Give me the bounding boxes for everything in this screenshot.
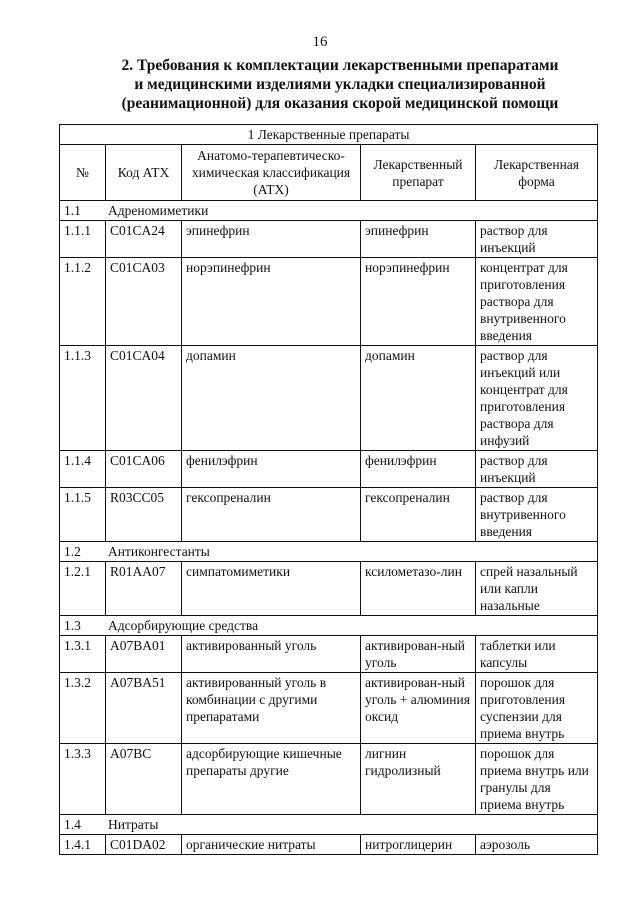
cell-number: 1.3.3: [60, 744, 106, 815]
cell-drug: активирован-ный уголь: [361, 636, 476, 673]
cell-atc-code: C01DA02: [106, 835, 182, 855]
table-row: [60, 258, 598, 346]
medications-table: [59, 124, 598, 855]
table-row: [60, 488, 598, 542]
group-cell: [60, 542, 598, 562]
cell-form: раствор для инъекций: [476, 451, 598, 488]
cell-drug: лигнин гидролизный: [361, 744, 476, 815]
cell-drug: гексопреналин: [361, 488, 476, 542]
cell-atc-code: A07BA01: [106, 636, 182, 673]
header-drug: Лекарственный препарат: [361, 145, 476, 201]
cell-number: 1.1.3: [60, 346, 106, 451]
group-row: [60, 542, 598, 562]
page-number: 16: [312, 34, 328, 50]
cell-form: раствор для внутривенного введения: [476, 488, 598, 542]
group-number: 1.1: [64, 203, 81, 218]
cell-number: 1.1.2: [60, 258, 106, 346]
table-row: [60, 221, 598, 258]
cell-form: таблетки или капсулы: [476, 636, 598, 673]
table-caption: 1 Лекарственные препараты: [60, 125, 598, 145]
group-row: [60, 201, 598, 221]
title-line: (реанимационной) для оказания скорой медицинской помощи: [121, 95, 559, 112]
cell-drug: эпинефрин: [361, 221, 476, 258]
table-row: [60, 562, 598, 616]
cell-atc-class: адсорбирующие кишечные препараты другие: [182, 744, 361, 815]
table-row: [60, 673, 598, 744]
cell-form: спрей назальный или капли назальные: [476, 562, 598, 616]
group-name: Антиконгестанты: [108, 544, 210, 559]
cell-drug: фенилэфрин: [361, 451, 476, 488]
cell-atc-code: C01CA04: [106, 346, 182, 451]
cell-atc-code: A07BA51: [106, 673, 182, 744]
group-cell: [60, 201, 598, 221]
table-row: [60, 835, 598, 855]
table-header-row: [60, 145, 598, 201]
cell-atc-class: эпинефрин: [182, 221, 361, 258]
cell-atc-code: C01CA03: [106, 258, 182, 346]
group-number: 1.4: [64, 817, 81, 832]
cell-atc-class: симпатомиметики: [182, 562, 361, 616]
group-name: Адсорбирующие средства: [108, 618, 259, 633]
group-row: [60, 815, 598, 835]
cell-atc-code: R03CC05: [106, 488, 182, 542]
cell-form: концентрат для приготовления раствора для внутривенного введения: [476, 258, 598, 346]
header-num: №: [60, 145, 106, 201]
cell-drug: активирован-ный уголь + алюминия оксид: [361, 673, 476, 744]
group-name: Нитраты: [108, 817, 159, 832]
cell-atc-class: норэпинефрин: [182, 258, 361, 346]
cell-atc-code: A07BC: [106, 744, 182, 815]
cell-number: 1.1.4: [60, 451, 106, 488]
header-atc: Анатомо-терапевтическо-химическая классификация (АТХ): [182, 145, 361, 201]
table-row: [60, 636, 598, 673]
cell-number: 1.4.1: [60, 835, 106, 855]
cell-number: 1.3.2: [60, 673, 106, 744]
cell-atc-code: R01AA07: [106, 562, 182, 616]
cell-atc-class: фенилэфрин: [182, 451, 361, 488]
cell-atc-class: активированный уголь в комбинации с другими препаратами: [182, 673, 361, 744]
title-line: и медицинскими изделиями укладки специализированной: [134, 76, 546, 93]
group-number: 1.2: [64, 544, 81, 559]
cell-number: 1.3.1: [60, 636, 106, 673]
cell-form: порошок для приготовления суспензии для приема внутрь: [476, 673, 598, 744]
cell-form: порошок для приема внутрь или гранулы для приема внутрь: [476, 744, 598, 815]
table-caption-row: [60, 125, 598, 145]
cell-number: 1.1.5: [60, 488, 106, 542]
table-row: [60, 451, 598, 488]
cell-drug: ксилометазо-лин: [361, 562, 476, 616]
cell-form: раствор для инъекций: [476, 221, 598, 258]
cell-number: 1.2.1: [60, 562, 106, 616]
cell-form: раствор для инъекций или концентрат для приготовления раствора для инфузий: [476, 346, 598, 451]
document-title: [70, 56, 610, 113]
cell-drug: допамин: [361, 346, 476, 451]
cell-form: аэрозоль: [476, 835, 598, 855]
cell-atc-code: C01CA24: [106, 221, 182, 258]
group-cell: [60, 616, 598, 636]
cell-atc-class: активированный уголь: [182, 636, 361, 673]
group-number: 1.3: [64, 618, 81, 633]
cell-drug: норэпинефрин: [361, 258, 476, 346]
table-row: [60, 346, 598, 451]
cell-atc-class: органические нитраты: [182, 835, 361, 855]
table-row: [60, 744, 598, 815]
cell-atc-class: гексопреналин: [182, 488, 361, 542]
cell-drug: нитроглицерин: [361, 835, 476, 855]
cell-number: 1.1.1: [60, 221, 106, 258]
title-line: 2. Требования к комплектации лекарственными препаратами: [121, 57, 559, 74]
cell-atc-class: допамин: [182, 346, 361, 451]
header-code: Код АТХ: [106, 145, 182, 201]
header-form: Лекарственная форма: [476, 145, 598, 201]
group-row: [60, 616, 598, 636]
group-cell: [60, 815, 598, 835]
group-name: Адреномиметики: [108, 203, 209, 218]
cell-atc-code: C01CA06: [106, 451, 182, 488]
